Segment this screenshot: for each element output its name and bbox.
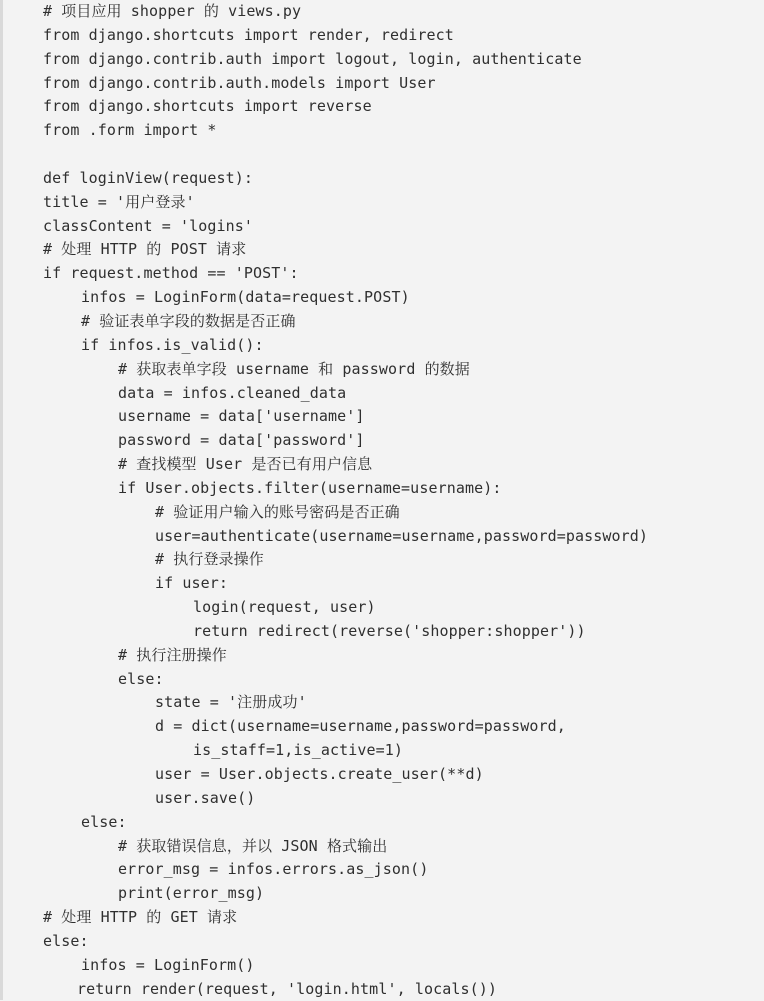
code-line: # 项目应用 shopper 的 views.py (43, 2, 302, 20)
code-line: user.save() (155, 788, 256, 807)
code-line: login(request, user) (193, 598, 376, 617)
code-line: def loginView(request): (43, 168, 254, 187)
code-line: # 处理 HTTP 的 GET 请求 (43, 908, 238, 927)
code-line: else: (118, 669, 164, 688)
code-line: from django.contrib.auth.models import User (43, 73, 436, 92)
code-line: d = dict(username=username,password=password, (155, 717, 566, 736)
code-line: classContent = 'logins' (43, 216, 254, 235)
code-line: if User.objects.filter(username=username): (118, 478, 502, 497)
code-line: # 查找模型 User 是否已有用户信息 (118, 455, 373, 474)
code-line: infos = LoginForm() (81, 955, 255, 974)
code-line: from django.shortcuts import reverse (43, 97, 372, 116)
code-line: username = data['username'] (118, 407, 365, 426)
code-line: is_staff=1,is_active=1) (193, 741, 404, 760)
code-line (43, 143, 758, 167)
code-line: if user: (155, 574, 229, 593)
code-line: # 获取表单字段 username 和 password 的数据 (118, 359, 470, 378)
code-line: from .form import * (43, 121, 217, 140)
code-line: infos = LoginForm(data=request.POST) (81, 288, 410, 307)
code-line: if infos.is_valid(): (81, 335, 264, 354)
code-line: # 执行注册操作 (118, 645, 227, 664)
code-line: # 获取错误信息，并以 JSON 格式输出 (118, 836, 388, 855)
code-line: title = '用户登录' (43, 192, 195, 211)
code-line: else: (43, 931, 89, 950)
code-line: password = data['password'] (118, 431, 365, 450)
code-line: else: (81, 812, 127, 831)
code-line: state = '注册成功' (155, 693, 307, 712)
code-line: user = User.objects.create_user(**d) (155, 765, 484, 783)
code-line: data = infos.cleaned_data (118, 383, 347, 402)
code-line: # 验证表单字段的数据是否正确 (81, 311, 296, 330)
code-line: if request.method == 'POST': (43, 264, 299, 283)
code-line: error_msg = infos.errors.as_json() (118, 860, 429, 879)
code-line: user=authenticate(username=username,password=password) (155, 526, 649, 545)
code-line: print(error_msg) (118, 884, 265, 903)
code-line: # 验证用户输入的账号密码是否正确 (155, 502, 400, 521)
code-line: return redirect(reverse('shopper:shopper')) (193, 621, 586, 640)
code-line: # 执行登录操作 (155, 550, 264, 569)
code-listing (43, 0, 758, 1001)
code-line: from django.contrib.auth import logout, login, authenticate (43, 49, 582, 68)
code-line: # 处理 HTTP 的 POST 请求 (43, 240, 247, 259)
code-line: return render(request, 'login.html', locals()) (77, 979, 498, 998)
code-line: from django.shortcuts import render, redirect (43, 25, 454, 44)
